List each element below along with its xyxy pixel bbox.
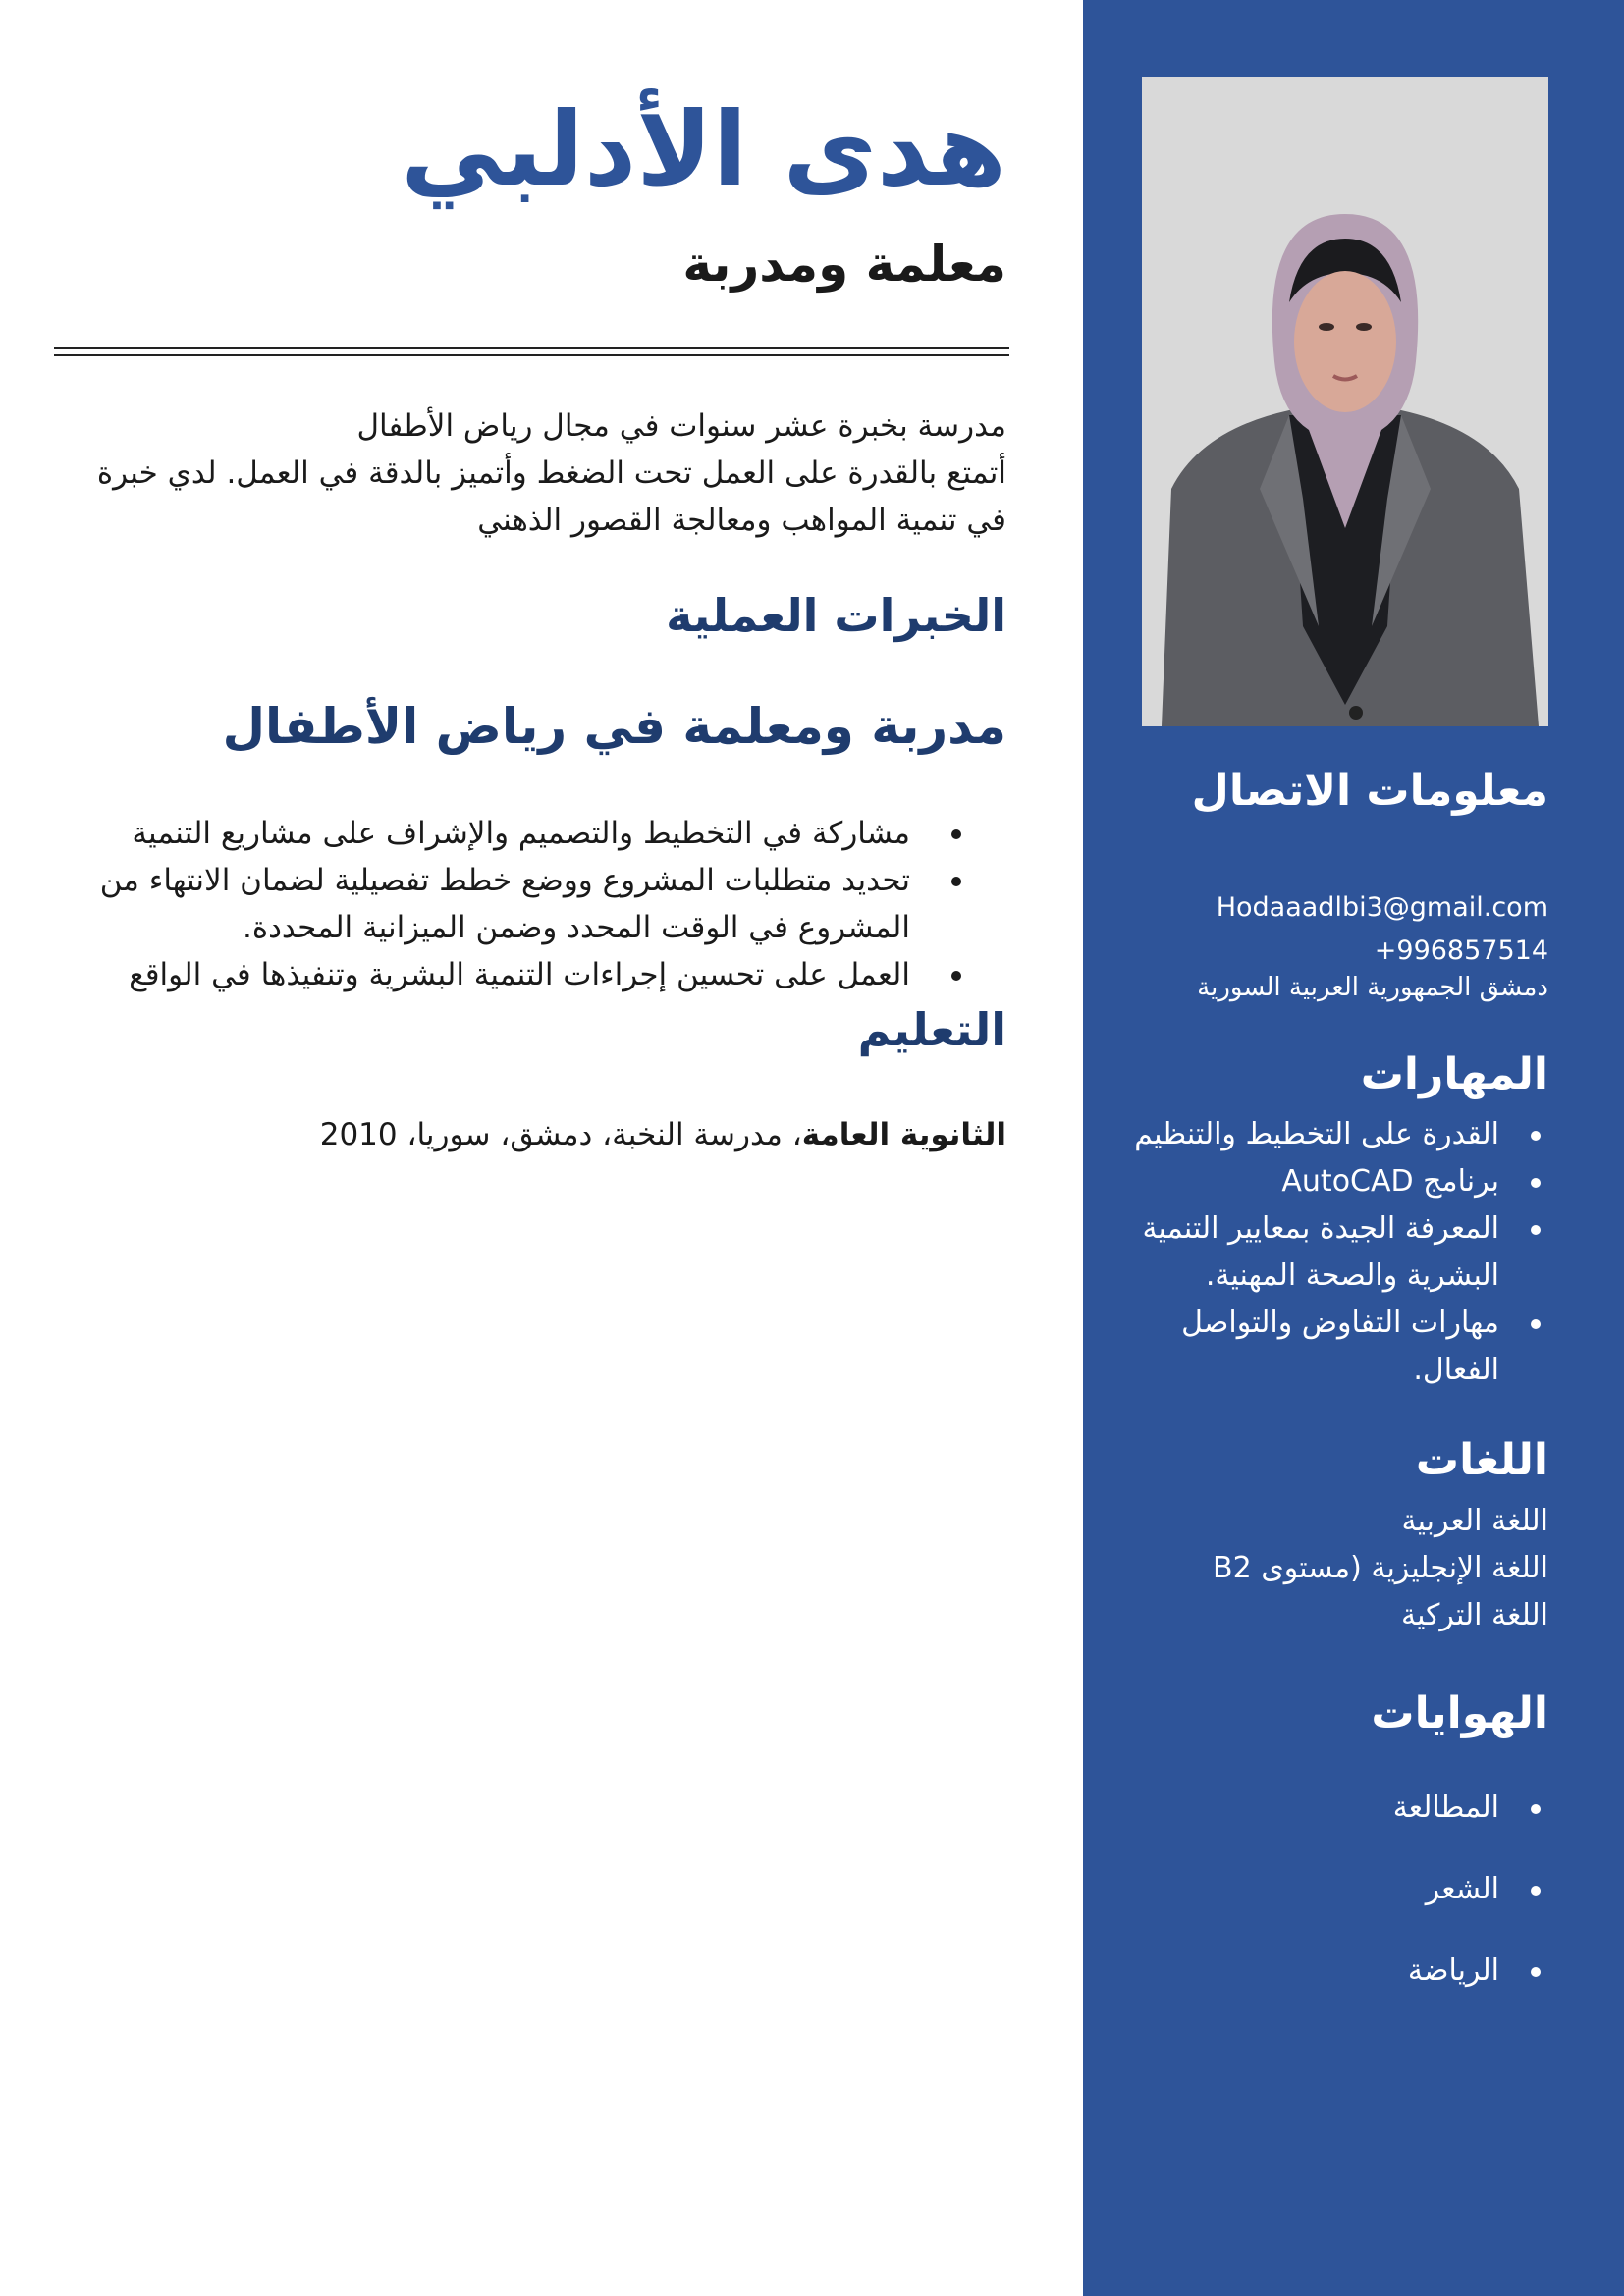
education-details: ، مدرسة النخبة، دمشق، سوريا، 2010 [319, 1117, 802, 1152]
skills-heading: المهارات [1360, 1048, 1548, 1099]
person-name: هدى الأدلبي [401, 89, 1006, 209]
list-item: العمل على تحسين إجراءات التنمية البشرية وتنفيذها في الواقع [54, 951, 1006, 998]
job-title: مدربة ومعلمة في رياض الأطفال [222, 698, 1006, 755]
list-item: الشعر [1132, 1866, 1548, 1913]
sidebar [1083, 0, 1624, 2296]
summary [54, 402, 1006, 544]
sidebar-content [1132, 766, 1548, 2029]
experience-list [54, 810, 1006, 998]
languages-list [1132, 1498, 1548, 1639]
education-entry [320, 1111, 1006, 1158]
list-item: المعرفة الجيدة بمعايير التنمية البشرية والصحة المهنية. [1132, 1205, 1548, 1300]
experience-heading: الخبرات العملية [666, 589, 1006, 642]
portrait-illustration [1142, 77, 1548, 726]
divider-line [54, 347, 1009, 349]
list-item: الرياضة [1132, 1948, 1548, 1995]
divider-line-secondary [54, 354, 1009, 356]
list-item: القدرة على التخطيط والتنظيم [1132, 1111, 1548, 1158]
hobbies-list [1132, 1785, 1548, 1995]
list-item: برنامج AutoCAD [1132, 1158, 1548, 1205]
skills-list [1132, 1111, 1548, 1394]
phone-text: +996857514 [1374, 934, 1548, 966]
list-item: المطالعة [1132, 1785, 1548, 1832]
address-text: دمشق الجمهورية العربية السورية [1197, 972, 1548, 1002]
summary-line: أتمتع بالقدرة على العمل تحت الضغط وأتميز بالدقة في العمل. لدي خبرة في تنمية المواهب ومعالجة القصور الذهني [96, 455, 1006, 538]
list-item: مهارات التفاوض والتواصل الفعال. [1132, 1300, 1548, 1394]
contact-info [1132, 886, 1548, 1002]
list-item: اللغة الإنجليزية (مستوى B2 [1213, 1551, 1548, 1586]
list-item: مشاركة في التخطيط والتصميم والإشراف على مشاريع التنمية [54, 810, 1006, 857]
list-item: اللغة التركية [1401, 1598, 1548, 1633]
summary-line: مدرسة بخبرة عشر سنوات في مجال رياض الأطفال [356, 408, 1006, 444]
list-item: اللغة العربية [1401, 1504, 1548, 1539]
education-degree: الثانوية العامة [801, 1117, 1006, 1152]
contact-heading: معلومات الاتصال [1191, 766, 1548, 816]
hobbies-heading: الهوايات [1371, 1688, 1548, 1739]
languages-heading: اللغات [1415, 1434, 1548, 1485]
job-title-header: معلمة ومدربة [682, 236, 1006, 293]
education-heading: التعليم [857, 1003, 1006, 1056]
profile-photo [1142, 77, 1548, 726]
list-item: تحديد متطلبات المشروع ووضع خطط تفصيلية لضمان الانتهاء من المشروع في الوقت المحدد وضمن الميزانية المحددة. [54, 857, 1006, 951]
email-text: Hodaaadlbi3@gmail.com [1216, 891, 1548, 923]
